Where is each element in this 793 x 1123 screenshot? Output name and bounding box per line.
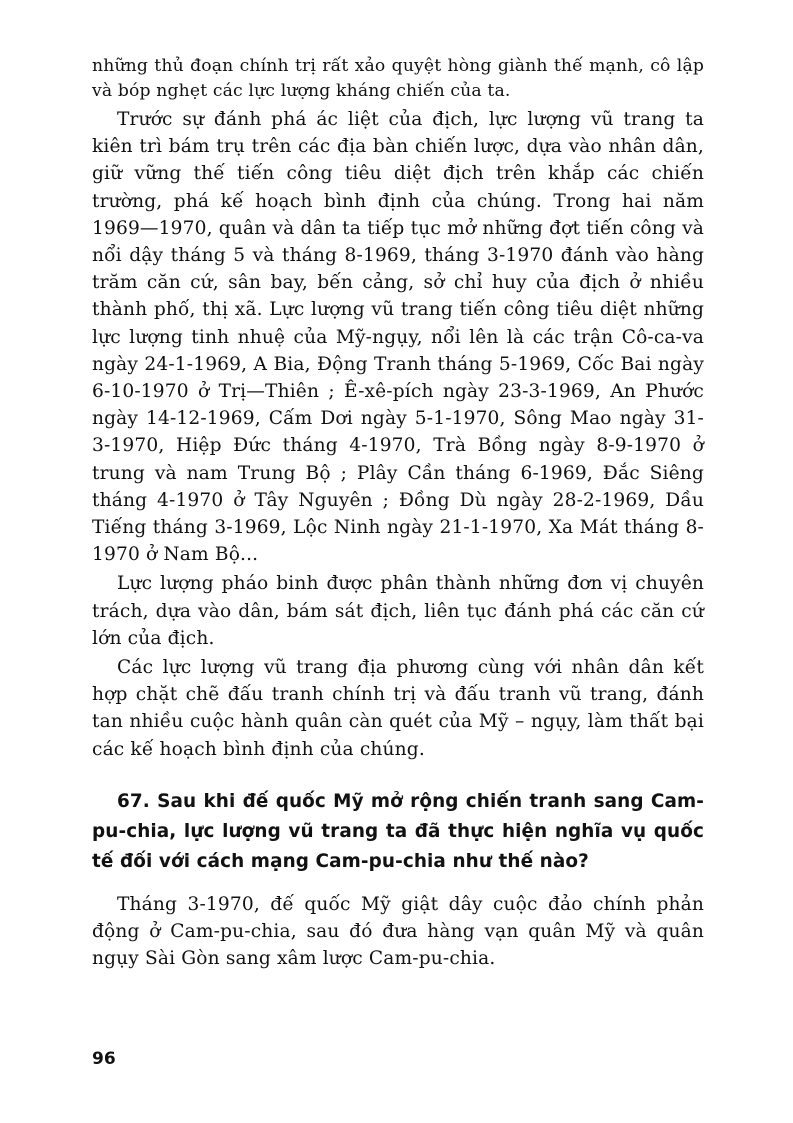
text-column	[92, 54, 704, 974]
question-text: Sau khi đế quốc Mỹ mở rộng chiến tranh sang Cam-pu-chia, lực lượng vũ trang ta đã thực hiện nghĩa vụ quốc tế đối với cách mạng Cam-pu-chia như thế nào?	[92, 790, 704, 872]
paragraph-continuation: những thủ đoạn chính trị rất xảo quyệt hòng giành thế mạnh, cô lập và bóp nghẹt các lực lượng kháng chiến của ta.	[92, 56, 704, 101]
question-heading	[92, 787, 704, 877]
paragraph-artillery: Lực lượng pháo binh được phân thành những đơn vị chuyên trách, dựa vào dân, bám sát địch, liên tục đánh phá các căn cứ lớn của địch.	[92, 573, 704, 649]
paragraph-local-forces: Các lực lượng vũ trang địa phương cùng với nhân dân kết hợp chặt chẽ đấu tranh chính trị và đấu tranh vũ trang, đánh tan nhiều cuộc hành quân càn quét của Mỹ – ngụy, làm thất bại các kế hoạch bình định của chúng.	[92, 657, 704, 760]
page-number: 96	[92, 1049, 116, 1069]
paragraph-answer-start: Tháng 3-1970, đế quốc Mỹ giật dây cuộc đảo chính phản động ở Cam-pu-chia, sau đó đưa hàng vạn quân Mỹ và quân ngụy Sài Gòn sang xâm lược Cam-pu-chia.	[92, 893, 704, 970]
paragraph-armed-forces-offensive: Trước sự đánh phá ác liệt của địch, lực lượng vũ trang ta kiên trì bám trụ trên các địa bàn chiến lược, dựa vào nhân dân, giữ vững thế tiến công tiêu diệt địch trên khắp các chiến trường, phá kế hoạch bình định của chúng. Trong hai năm 1969—1970, quân và dân ta tiếp tục mở những đợt tiến công và nổi dậy tháng 5 và tháng 8-1969, tháng 3-1970 đánh vào hàng trăm căn cứ, sân bay, bến cảng, sở chỉ huy của địch ở nhiều thành phố, thị xã. Lực lượng vũ trang tiến công tiêu diệt những lực lượng tinh nhuệ của Mỹ-ngụy, nổi lên là các trận Cô-ca-va ngày 24-1-1969, A Bia, Động Tranh tháng 5-1969, Cốc Bai ngày 6-10-1970 ở Trị—Thiên ; Ê-xê-pích ngày 23-3-1969, An Phước ngày 14-12-1969, Cấm Dơi ngày 5-1-1970, Sông Mao ngày 31-3-1970, Hiệp Đức tháng 4-1970, Trà Bồng ngày 8-9-1970 ở trung và nam Trung Bộ ; Plây Cần tháng 6-1969, Đắc Siêng tháng 4-1970 ở Tây Nguyên ; Đồng Dù ngày 28-2-1969, Dầu Tiếng tháng 3-1969, Lộc Ninh ngày 21-1-1970, Xa Mát tháng 8-1970 ở Nam Bộ...	[92, 109, 704, 566]
question-number: 67.	[117, 790, 150, 812]
